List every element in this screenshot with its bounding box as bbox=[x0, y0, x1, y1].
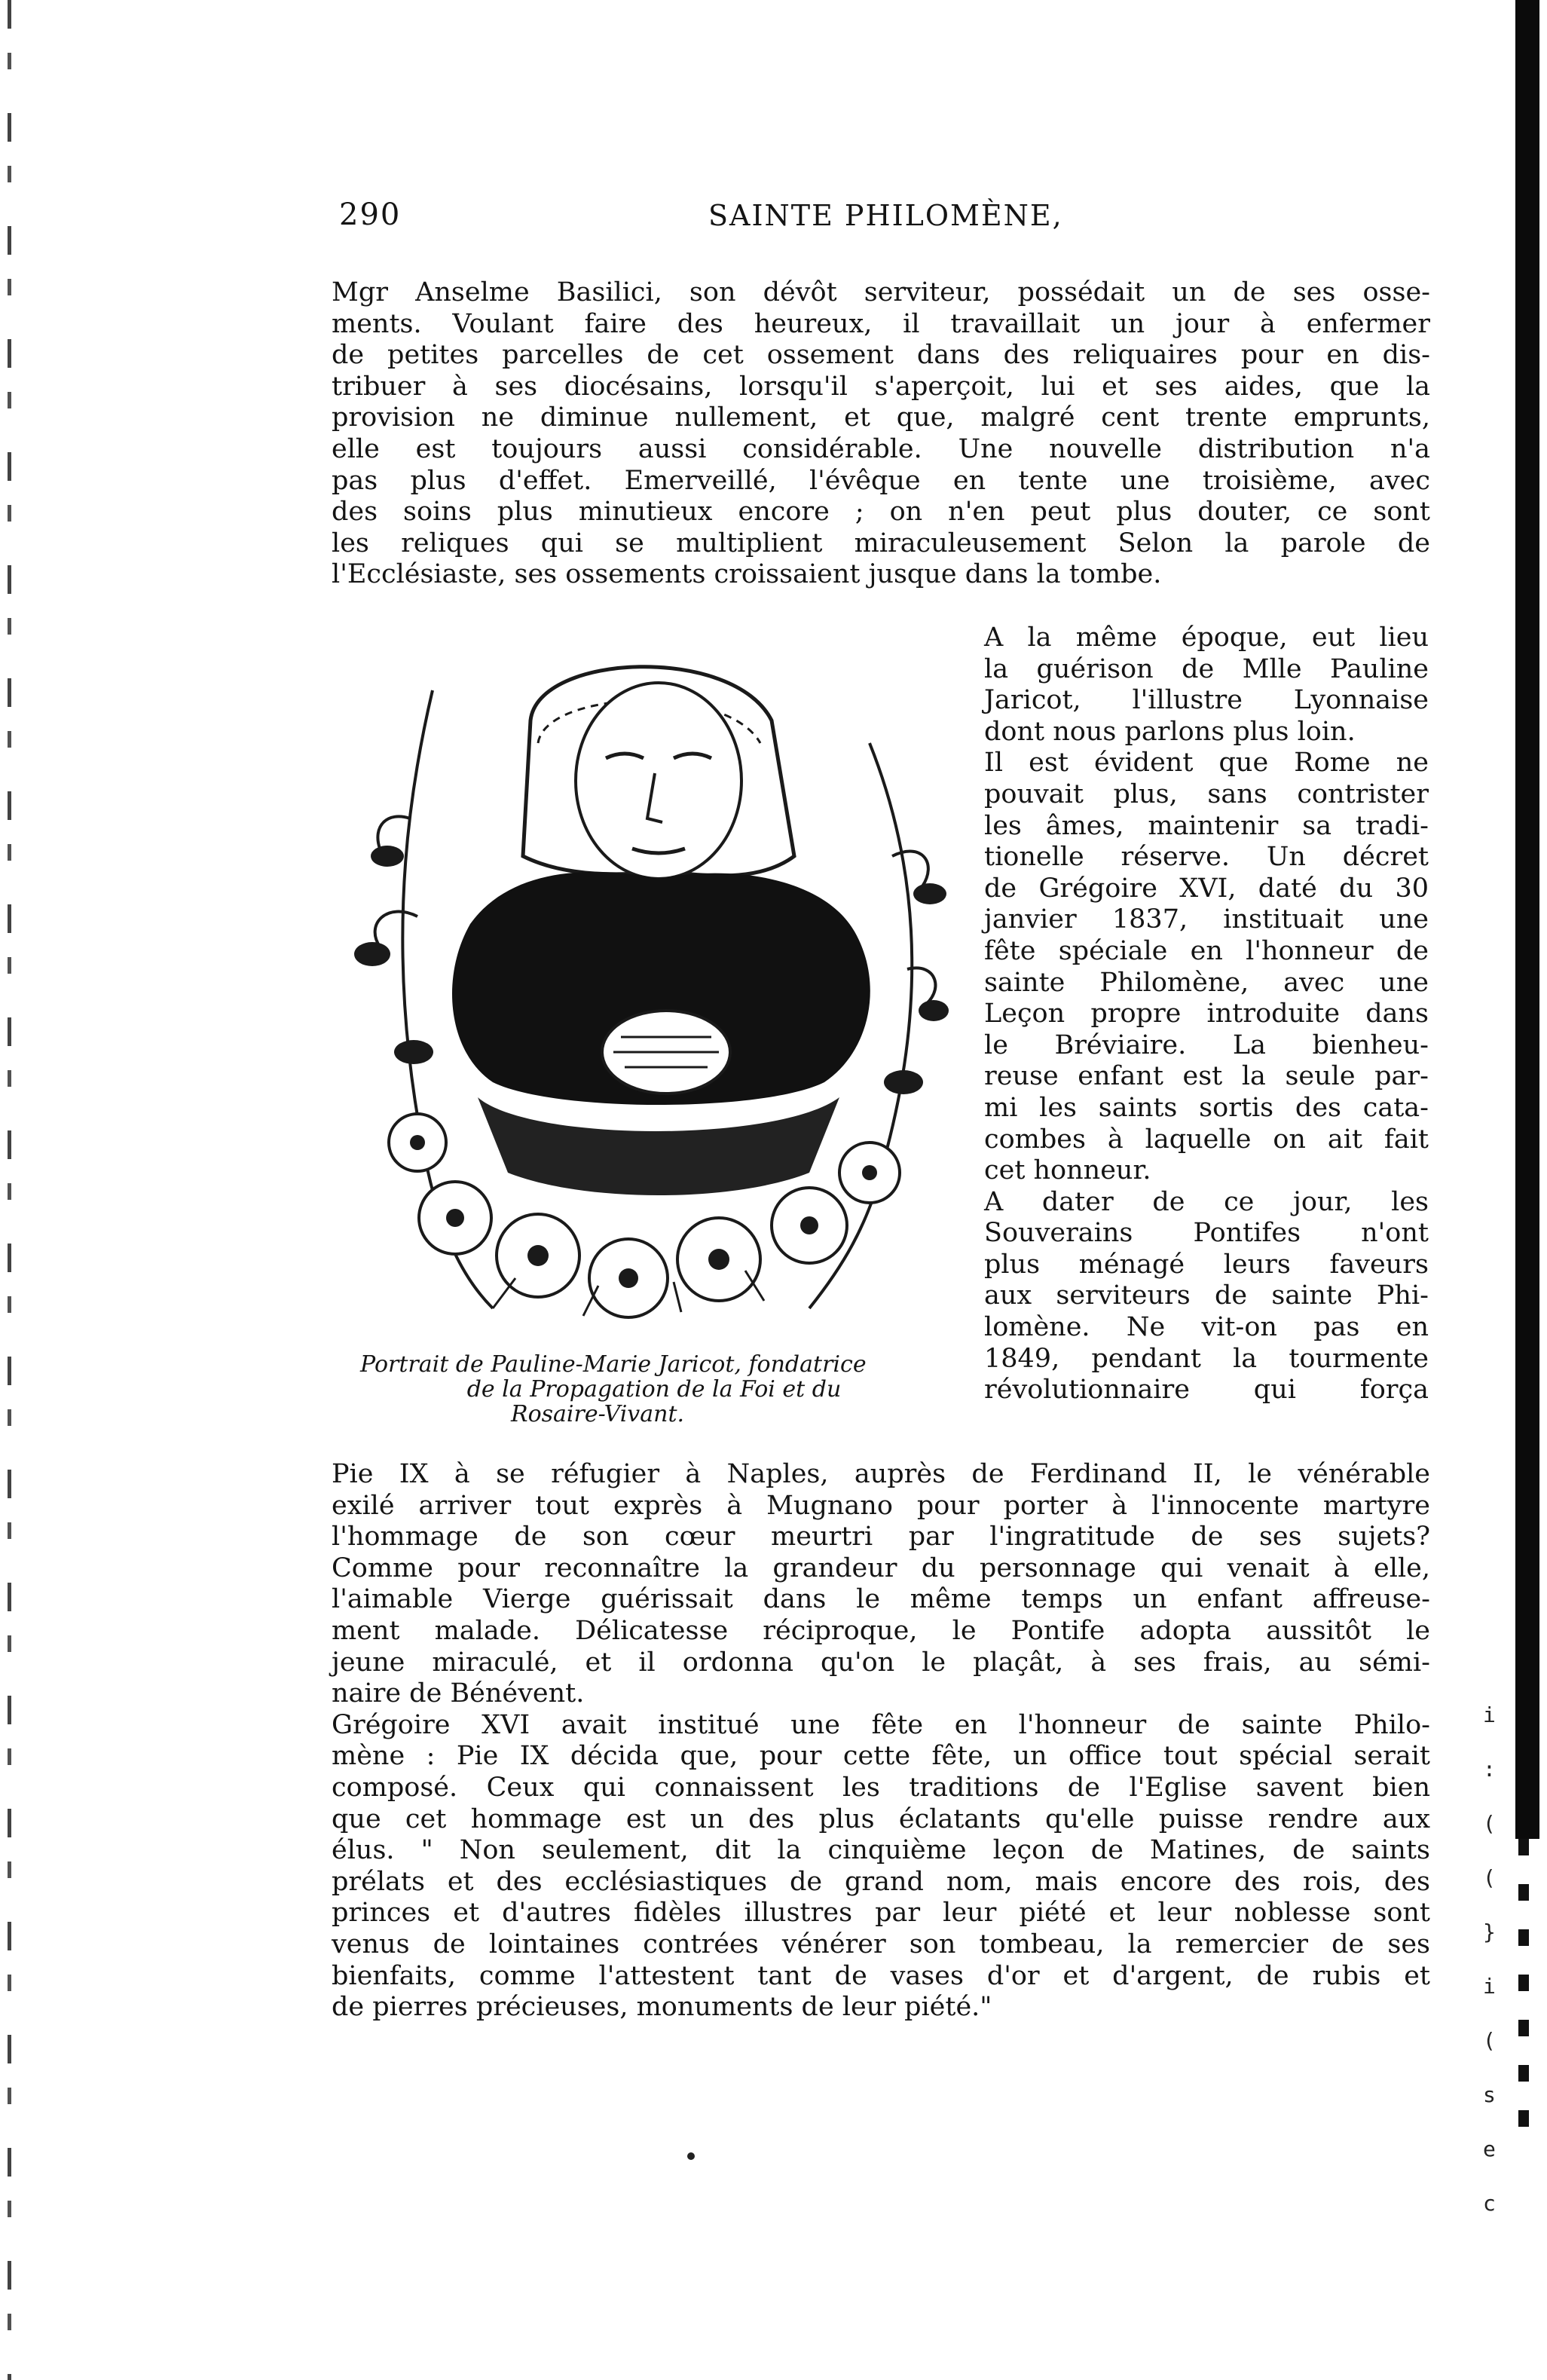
paragraph-bottom bbox=[332, 1459, 1430, 2024]
text-line: fête spéciale en l'honneur de bbox=[984, 935, 1429, 966]
margin-glyph: } bbox=[1483, 1920, 1496, 1944]
text-line: les reliques qui se multiplient miraculeusement Selon la parole de bbox=[332, 528, 1430, 558]
portrait-engraving-icon bbox=[342, 630, 960, 1346]
text-line: sainte Philomène, avec une bbox=[984, 967, 1429, 998]
page-header bbox=[332, 197, 1417, 243]
text-line: elle est toujours aussi considérable. Une nouvelle distribution n'a bbox=[332, 433, 1430, 464]
page-number: 290 bbox=[339, 197, 402, 232]
text-line: composé. Ceux qui connaissent les traditions de l'Eglise savent bien bbox=[332, 1772, 1430, 1803]
text-line: élus. " Non seulement, dit la cinquième leçon de Matines, de saints bbox=[332, 1835, 1430, 1866]
text-line: Souverains Pontifes n'ont bbox=[984, 1218, 1429, 1249]
text-line: plus ménagé leurs faveurs bbox=[984, 1249, 1429, 1280]
paragraph-right-column bbox=[984, 623, 1429, 1406]
caption-line: Portrait de Pauline-Marie Jaricot, fondatrice bbox=[360, 1351, 867, 1378]
margin-glyph: i bbox=[1483, 1702, 1496, 1727]
text-line: Leçon propre introduite dans bbox=[984, 999, 1429, 1029]
text-line: de pierres précieuses, monuments de leur piété." bbox=[332, 1992, 992, 2023]
text-line: cet honneur. bbox=[984, 1155, 1151, 1186]
text-line: révolutionnaire qui força bbox=[984, 1375, 1429, 1406]
portrait-illustration bbox=[342, 630, 960, 1346]
text-line: de Grégoire XVI, daté du 30 bbox=[984, 873, 1429, 904]
text-line: exilé arriver tout exprès à Mugnano pour porter à l'innocente martyre bbox=[332, 1490, 1430, 1521]
margin-glyph: i bbox=[1483, 1974, 1496, 1999]
text-line: aux serviteurs de sainte Phi- bbox=[984, 1280, 1429, 1311]
text-line: pouvait plus, sans contrister bbox=[984, 779, 1429, 809]
text-line: Comme pour reconnaître la grandeur du personnage qui venait à elle, bbox=[332, 1553, 1430, 1583]
running-title: SAINTE PHILOMÈNE, bbox=[708, 199, 1063, 232]
margin-glyph: s bbox=[1483, 2082, 1496, 2107]
text-line: princes et d'autres fidèles illustres par leur piété et leur noblesse sont bbox=[332, 1898, 1430, 1929]
text-line: Mgr Anselme Basilici, son dévôt serviteur, possédait un de ses osse- bbox=[332, 277, 1430, 307]
text-line: lomène. Ne vit-on pas en bbox=[984, 1312, 1429, 1343]
text-line: dont nous parlons plus loin. bbox=[984, 716, 1356, 747]
text-line: de petites parcelles de cet ossement dans des reliquaires pour en dis- bbox=[332, 340, 1430, 371]
text-line: provision ne diminue nullement, et que, malgré cent trente emprunts, bbox=[332, 402, 1430, 433]
margin-glyph: c bbox=[1483, 2191, 1496, 2216]
text-line: des soins plus minutieux encore ; on n'en peut plus douter, ce sont bbox=[332, 497, 1430, 528]
text-line: A dater de ce jour, les bbox=[984, 1186, 1429, 1217]
text-line: tionelle réserve. Un décret bbox=[984, 842, 1429, 873]
text-line: Jaricot, l'illustre Lyonnaise bbox=[984, 685, 1429, 716]
text-line: les âmes, maintenir sa tradi- bbox=[984, 810, 1429, 841]
facing-page-fragments bbox=[1483, 1688, 1506, 2231]
figure-caption bbox=[353, 1352, 955, 1427]
text-line: Grégoire XVI avait institué une fête en l'honneur de sainte Philo- bbox=[332, 1709, 1430, 1740]
margin-glyph: ( bbox=[1483, 2028, 1496, 2053]
text-line: mène : Pie IX décida que, pour cette fête, un office tout spécial serait bbox=[332, 1741, 1430, 1772]
text-line: combes à laquelle on ait fait bbox=[984, 1124, 1429, 1155]
scan-edge-right bbox=[1515, 0, 1539, 1839]
text-line: Pie IX à se réfugier à Naples, auprès de Ferdinand II, le vénérable bbox=[332, 1459, 1430, 1489]
text-line: prélats et des ecclésiastiques de grand nom, mais encore des rois, des bbox=[332, 1866, 1430, 1897]
text-line: l'Ecclésiaste, ses ossements croissaient jusque dans la tombe. bbox=[332, 559, 1162, 590]
text-line: ment malade. Délicatesse réciproque, le Pontife adopta aussitôt le bbox=[332, 1615, 1430, 1646]
text-line: ments. Voulant faire des heureux, il travaillait un jour à enfermer bbox=[332, 308, 1430, 339]
caption-line: Rosaire-Vivant. bbox=[511, 1401, 685, 1427]
text-line: bienfaits, comme l'attestent tant de vases d'or et d'argent, de rubis et bbox=[332, 1960, 1430, 1991]
margin-glyph: : bbox=[1483, 1757, 1496, 1782]
text-line: reuse enfant est la seule par- bbox=[984, 1061, 1429, 1092]
caption-line: de la Propagation de la Foi et du bbox=[466, 1376, 842, 1403]
text-line: janvier 1837, instituait une bbox=[984, 904, 1429, 935]
paragraph-top bbox=[332, 277, 1430, 591]
text-line: 1849, pendant la tourmente bbox=[984, 1343, 1429, 1374]
text-line: A la même époque, eut lieu bbox=[984, 623, 1429, 653]
scan-edge-right-lower bbox=[1518, 1839, 1529, 2155]
margin-glyph: ( bbox=[1483, 1865, 1496, 1890]
text-line: mi les saints sortis des cata- bbox=[984, 1092, 1429, 1123]
text-line: le Bréviaire. La bienheu- bbox=[984, 1029, 1429, 1060]
scan-edge-left bbox=[8, 0, 11, 2380]
text-line: l'aimable Vierge guérissait dans le même temps un enfant affreuse- bbox=[332, 1584, 1430, 1615]
text-line: la guérison de Mlle Pauline bbox=[984, 653, 1429, 684]
text-line: pas plus d'effet. Emerveillé, l'évêque en tente une troisième, avec bbox=[332, 465, 1430, 496]
text-line: tribuer à ses diocésains, lorsqu'il s'aperçoit, lui et ses aides, que la bbox=[332, 371, 1430, 402]
margin-glyph: ( bbox=[1483, 1811, 1496, 1836]
text-line: venus de lointaines contrées vénérer son tombeau, la remercier de ses bbox=[332, 1929, 1430, 1959]
text-line: l'hommage de son cœur meurtri par l'ingratitude de ses sujets? bbox=[332, 1522, 1430, 1553]
ink-spot bbox=[687, 2152, 695, 2160]
text-line: que cet hommage est un des plus éclatants qu'elle puisse rendre aux bbox=[332, 1803, 1430, 1834]
margin-glyph: e bbox=[1483, 2137, 1496, 2161]
text-line: Il est évident que Rome ne bbox=[984, 748, 1429, 779]
text-line: jeune miraculé, et il ordonna qu'on le plaçât, à ses frais, au sémi- bbox=[332, 1647, 1430, 1678]
text-line: naire de Bénévent. bbox=[332, 1678, 585, 1709]
